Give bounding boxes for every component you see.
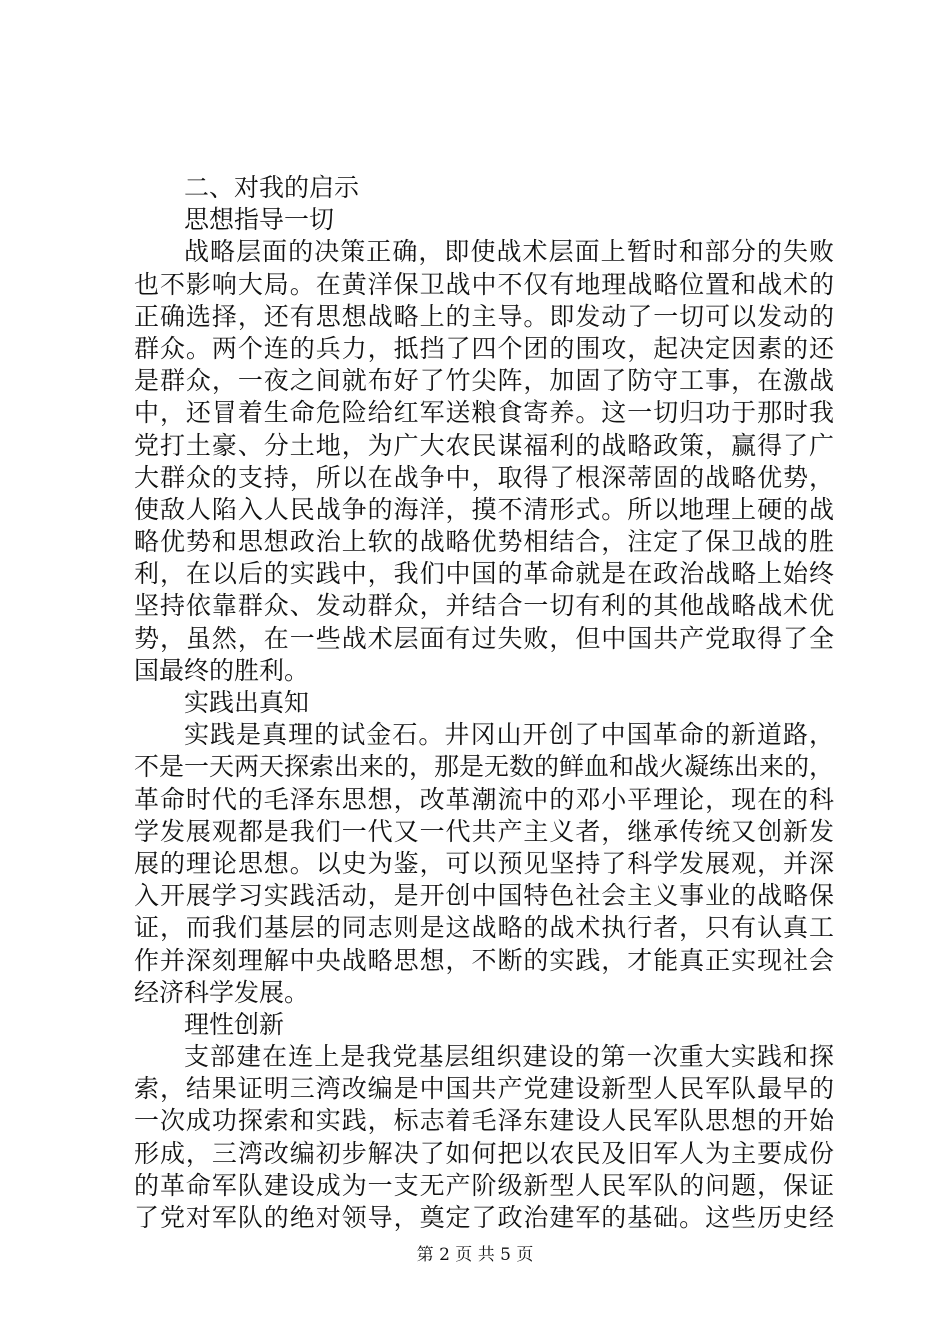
text-line: 也不影响大局。在黄洋保卫战中不仅有地理战略位置和战术的 bbox=[134, 269, 834, 299]
text-line: 群众。两个连的兵力，抵挡了四个团的围攻，起决定因素的还 bbox=[134, 333, 834, 363]
document-body bbox=[134, 172, 834, 1234]
text-line: 证，而我们基层的同志则是这战略的战术执行者，只有认真工 bbox=[134, 913, 834, 943]
text-line: 形成，三湾改编初步解决了如何把以农民及旧军人为主要成份 bbox=[134, 1138, 834, 1168]
text-line: 中，还冒着生命危险给红军送粮食寄养。这一切归功于那时我 bbox=[134, 398, 834, 428]
text-line: 正确选择，还有思想战略上的主导。即发动了一切可以发动的 bbox=[134, 301, 834, 331]
text-line: 利，在以后的实践中，我们中国的革命就是在政治战略上始终 bbox=[134, 559, 834, 589]
text-line: 入开展学习实践活动，是开创中国特色社会主义事业的战略保 bbox=[134, 881, 834, 911]
text-line: 坚持依靠群众、发动群众，并结合一切有利的其他战略战术优 bbox=[134, 591, 834, 621]
section-heading: 思想指导一切 bbox=[184, 205, 335, 235]
text-line: 了党对军队的绝对领导，奠定了政治建军的基础。这些历史经 bbox=[134, 1203, 834, 1232]
text-line: 党打土豪、分土地，为广大农民谋福利的战略政策，赢得了广 bbox=[134, 430, 834, 460]
text-line: 略优势和思想政治上软的战略优势相结合，注定了保卫战的胜 bbox=[134, 527, 834, 557]
text-line: 使敌人陷入人民战争的海洋，摸不清形式。所以地理上硬的战 bbox=[134, 494, 834, 524]
text-line: 势，虽然，在一些战术层面有过失败，但中国共产党取得了全 bbox=[134, 623, 834, 653]
text-line: 是群众，一夜之间就布好了竹尖阵，加固了防守工事，在激战 bbox=[134, 366, 834, 396]
text-line: 学发展观都是我们一代又一代共产主义者，继承传统又创新发 bbox=[134, 816, 834, 846]
text-line: 的革命军队建设成为一支无产阶级新型人民军队的问题，保证 bbox=[134, 1170, 834, 1200]
text-line: 经济科学发展。 bbox=[134, 977, 310, 1007]
text-line: 支部建在连上是我党基层组织建设的第一次重大实践和探 bbox=[184, 1042, 834, 1072]
text-line: 作并深刻理解中央战略思想，不断的实践，才能真正实现社会 bbox=[134, 945, 834, 975]
text-line: 大群众的支持，所以在战争中，取得了根深蒂固的战略优势， bbox=[134, 462, 834, 492]
section-heading: 实践出真知 bbox=[184, 688, 310, 717]
text-line: 索，结果证明三湾改编是中国共产党建设新型人民军队最早的 bbox=[134, 1074, 834, 1104]
text-line: 国最终的胜利。 bbox=[134, 655, 310, 685]
text-line: 实践是真理的试金石。井冈山开创了中国革命的新道路， bbox=[184, 720, 834, 750]
text-line: 不是一天两天探索出来的，那是无数的鲜血和战火凝练出来的， bbox=[134, 752, 835, 782]
section-heading: 二、对我的启示 bbox=[184, 173, 360, 202]
page-footer: 第 2 页 共 5 页 bbox=[416, 1245, 534, 1265]
text-line: 革命时代的毛泽东思想，改革潮流中的邓小平理论，现在的科 bbox=[134, 784, 834, 814]
section-heading: 理性创新 bbox=[184, 1009, 285, 1039]
text-line: 战略层面的决策正确，即使战术层面上暂时和部分的失败 bbox=[184, 237, 834, 267]
text-line: 展的理论思想。以史为鉴，可以预见坚持了科学发展观，并深 bbox=[134, 848, 834, 878]
text-line: 一次成功探索和实践，标志着毛泽东建设人民军队思想的开始 bbox=[134, 1106, 834, 1136]
